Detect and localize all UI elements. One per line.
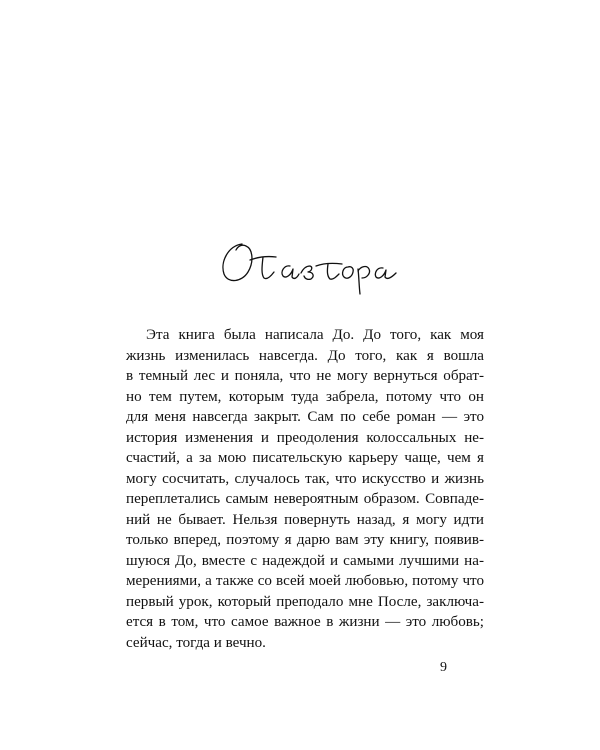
body-line: для меня навсегда закрыт. Сам по себе роман — это	[126, 409, 484, 425]
body-line: сейчас, тогда и вечно.	[126, 634, 266, 651]
body-line: мерениями, а также со всей моей любовью, потому что	[126, 573, 484, 589]
body-line: первый урок, который преподало мне После, заключа-	[126, 593, 484, 610]
chapter-title	[150, 222, 450, 302]
body-line: история изменения и преодоления колоссальных не-	[126, 429, 484, 446]
body-line: в темный лес и поняла, что не могу вернуться обрат-	[126, 368, 484, 384]
page-number: 9	[440, 660, 447, 675]
body-line: ется в том, что самое важное в жизни — это любовь;	[126, 614, 484, 630]
body-line: жизнь изменилась навсегда. До того, как я вошла	[126, 347, 484, 364]
body-paragraph	[126, 325, 484, 653]
body-line: переплетались самым невероятным образом. Совпаде-	[126, 491, 484, 507]
body-line: но тем путем, которым туда забрела, потому что он	[126, 388, 484, 405]
body-line: счастий, а за мою писательскую карьеру чаще, чем я	[126, 450, 484, 466]
body-line: шуюся До, вместе с надеждой и самыми лучшими на-	[126, 552, 484, 569]
body-line: Эта книга была написала До. До того, как моя	[146, 327, 484, 343]
handwritten-title	[150, 222, 450, 302]
body-line: ний не бывает. Нельзя повернуть назад, я могу идти	[126, 511, 484, 528]
body-line: только вперед, поэтому я дарю вам эту книгу, появив-	[126, 532, 484, 548]
body-line: могу сосчитать, случалось так, что искусство и жизнь	[126, 470, 484, 487]
